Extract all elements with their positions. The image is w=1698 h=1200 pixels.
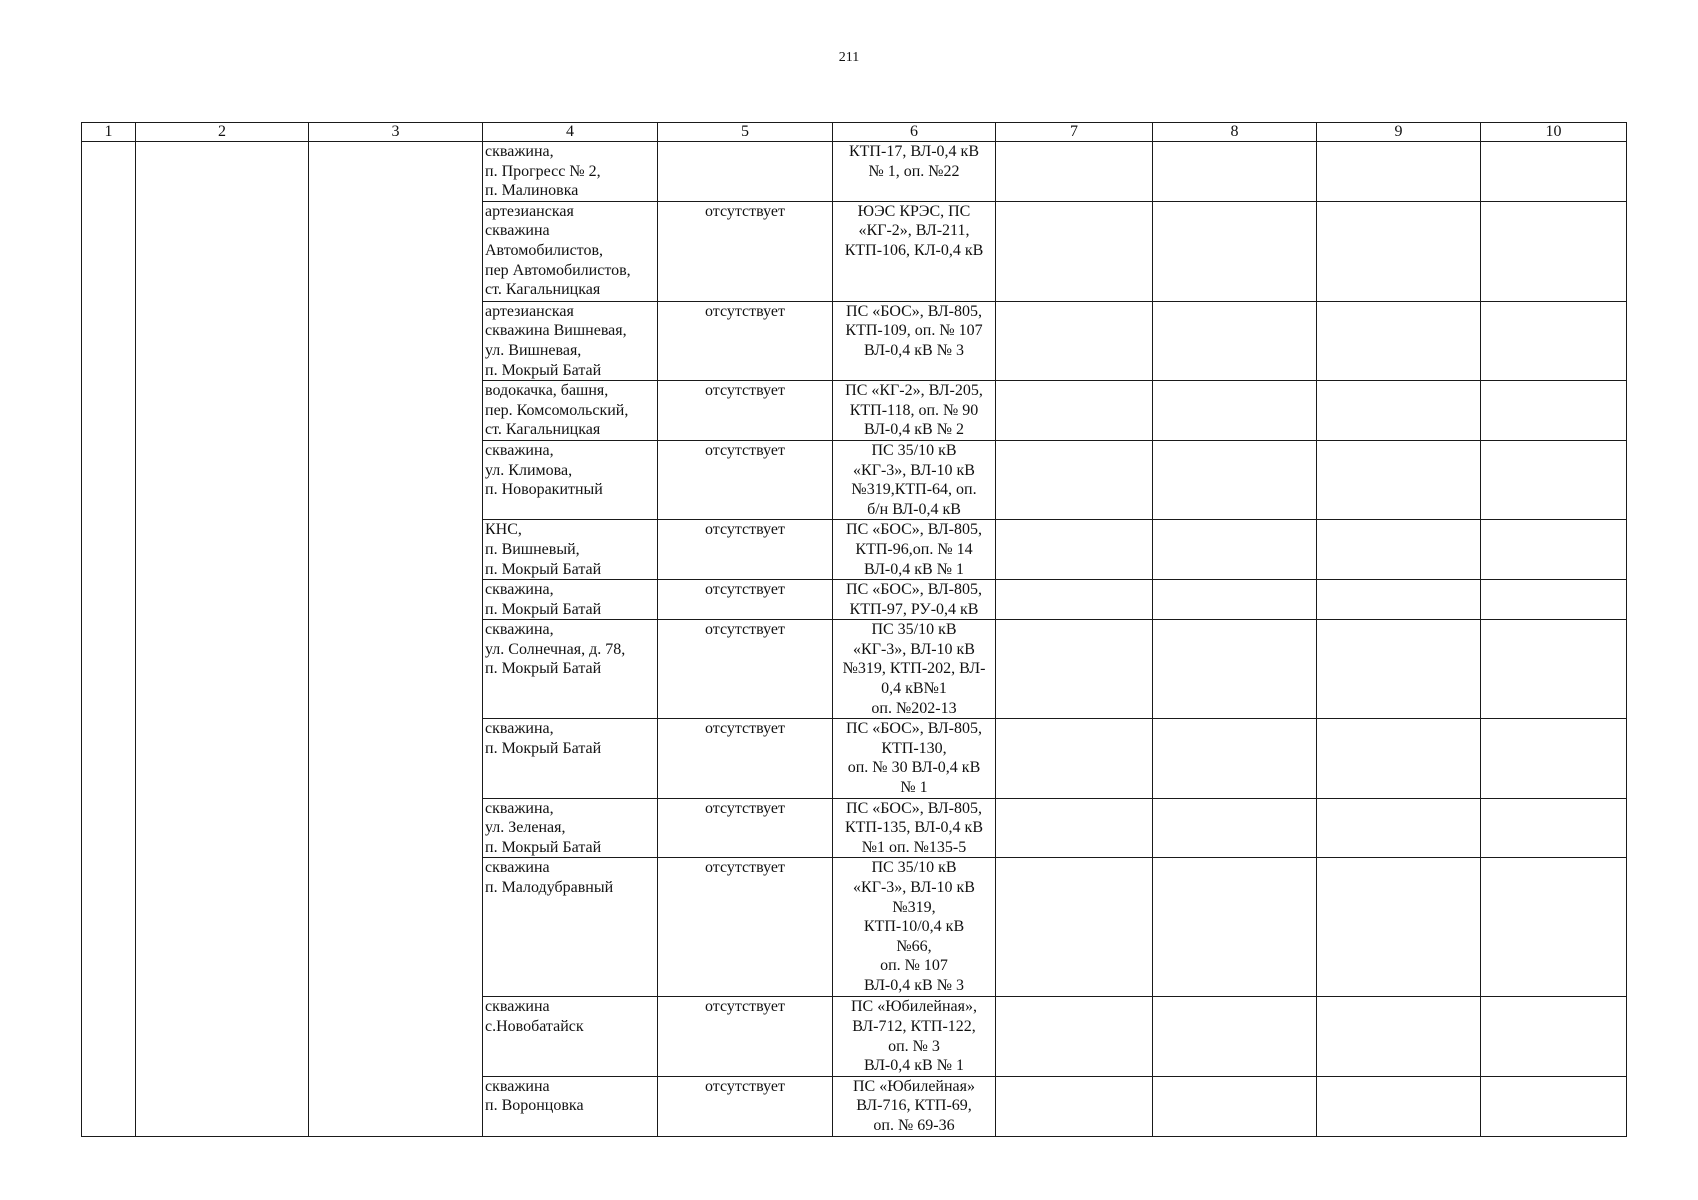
status-cell: отсутствует: [658, 201, 833, 301]
data-table: [81, 122, 1627, 1137]
column-header: 6: [833, 123, 996, 142]
col-7-cell: [996, 1076, 1153, 1136]
col-10-cell: [1481, 1076, 1627, 1136]
col-9-cell: [1317, 580, 1481, 620]
col-10-cell: [1481, 580, 1627, 620]
object-cell: артезианская скважина Автомобилистов, пер Автомобилистов, ст. Кагальницкая: [483, 201, 658, 301]
column-header: 1: [82, 123, 136, 142]
column-header: 5: [658, 123, 833, 142]
object-cell: скважина, ул. Солнечная, д. 78, п. Мокрый Батай: [483, 620, 658, 719]
column-header: 4: [483, 123, 658, 142]
column-header: 8: [1153, 123, 1317, 142]
col-10-cell: [1481, 440, 1627, 519]
col-7-cell: [996, 620, 1153, 719]
col-8-cell: [1153, 381, 1317, 441]
power-source-cell: ПС 35/10 кВ «КГ-3», ВЛ-10 кВ №319, КТП-202, ВЛ- 0,4 кВ№1 оп. №202-13: [833, 620, 996, 719]
col-7-cell: [996, 440, 1153, 519]
power-source-cell: ПС «БОС», ВЛ-805, КТП-109, оп. № 107 ВЛ-0,4 кВ № 3: [833, 301, 996, 380]
col-10-cell: [1481, 520, 1627, 580]
power-source-cell: ПС «Юбилейная» ВЛ-716, КТП-69, оп. № 69-36: [833, 1076, 996, 1136]
col-7-cell: [996, 301, 1153, 380]
power-source-cell: ПС «КГ-2», ВЛ-205, КТП-118, оп. № 90 ВЛ-0,4 кВ № 2: [833, 381, 996, 441]
col-8-cell: [1153, 142, 1317, 202]
power-source-cell: ПС 35/10 кВ «КГ-3», ВЛ-10 кВ №319, КТП-10/0,4 кВ №66, оп. № 107 ВЛ-0,4 кВ № 3: [833, 858, 996, 997]
col-8-cell: [1153, 1076, 1317, 1136]
col-8-cell: [1153, 620, 1317, 719]
col-9-cell: [1317, 440, 1481, 519]
col-10-cell: [1481, 858, 1627, 997]
col-7-cell: [996, 858, 1153, 997]
col-9-cell: [1317, 858, 1481, 997]
status-cell: отсутствует: [658, 440, 833, 519]
col-10-cell: [1481, 620, 1627, 719]
col-9-cell: [1317, 997, 1481, 1076]
status-cell: отсутствует: [658, 1076, 833, 1136]
power-source-cell: ПС «БОС», ВЛ-805, КТП-96,оп. № 14 ВЛ-0,4 кВ № 1: [833, 520, 996, 580]
col-10-cell: [1481, 142, 1627, 202]
page-number: 211: [838, 50, 860, 65]
object-cell: артезианская скважина Вишневая, ул. Вишневая, п. Мокрый Батай: [483, 301, 658, 380]
power-source-cell: ПС «БОС», ВЛ-805, КТП-97, РУ-0,4 кВ: [833, 580, 996, 620]
col-8-cell: [1153, 301, 1317, 380]
col-8-cell: [1153, 520, 1317, 580]
column-header: 2: [136, 123, 309, 142]
object-cell: скважина с.Новобатайск: [483, 997, 658, 1076]
col-9-cell: [1317, 201, 1481, 301]
status-cell: отсутствует: [658, 580, 833, 620]
table-row: [82, 142, 1627, 202]
power-source-cell: КТП-17, ВЛ-0,4 кВ № 1, оп. №22: [833, 142, 996, 202]
col-7-cell: [996, 580, 1153, 620]
col-7-cell: [996, 798, 1153, 858]
col-8-cell: [1153, 201, 1317, 301]
status-cell: [658, 142, 833, 202]
col-3-cell: [309, 142, 483, 1137]
col-1-cell: [82, 142, 136, 1137]
col-8-cell: [1153, 440, 1317, 519]
col-10-cell: [1481, 201, 1627, 301]
status-cell: отсутствует: [658, 620, 833, 719]
col-2-cell: [136, 142, 309, 1137]
column-header: 10: [1481, 123, 1627, 142]
col-7-cell: [996, 201, 1153, 301]
col-9-cell: [1317, 798, 1481, 858]
col-8-cell: [1153, 580, 1317, 620]
col-10-cell: [1481, 798, 1627, 858]
col-10-cell: [1481, 301, 1627, 380]
col-8-cell: [1153, 997, 1317, 1076]
col-8-cell: [1153, 719, 1317, 798]
status-cell: отсутствует: [658, 381, 833, 441]
col-9-cell: [1317, 1076, 1481, 1136]
col-8-cell: [1153, 858, 1317, 997]
status-cell: отсутствует: [658, 798, 833, 858]
col-10-cell: [1481, 381, 1627, 441]
object-cell: скважина п. Воронцовка: [483, 1076, 658, 1136]
col-9-cell: [1317, 381, 1481, 441]
object-cell: скважина, ул. Зеленая, п. Мокрый Батай: [483, 798, 658, 858]
object-cell: скважина, п. Мокрый Батай: [483, 719, 658, 798]
column-header: 9: [1317, 123, 1481, 142]
power-source-cell: ПС «БОС», ВЛ-805, КТП-135, ВЛ-0,4 кВ №1 оп. №135-5: [833, 798, 996, 858]
power-source-cell: ПС «Юбилейная», ВЛ-712, КТП-122, оп. № 3 ВЛ-0,4 кВ № 1: [833, 997, 996, 1076]
object-cell: скважина п. Малодубравный: [483, 858, 658, 997]
object-cell: скважина, п. Мокрый Батай: [483, 580, 658, 620]
object-cell: скважина, п. Прогресс № 2, п. Малиновка: [483, 142, 658, 202]
col-9-cell: [1317, 301, 1481, 380]
col-7-cell: [996, 381, 1153, 441]
col-7-cell: [996, 520, 1153, 580]
power-source-cell: ПС «БОС», ВЛ-805, КТП-130, оп. № 30 ВЛ-0,4 кВ № 1: [833, 719, 996, 798]
col-9-cell: [1317, 719, 1481, 798]
header-row: [82, 123, 1627, 142]
col-7-cell: [996, 719, 1153, 798]
column-header: 7: [996, 123, 1153, 142]
power-source-cell: ПС 35/10 кВ «КГ-3», ВЛ-10 кВ №319,КТП-64, оп. б/н ВЛ-0,4 кВ: [833, 440, 996, 519]
col-9-cell: [1317, 520, 1481, 580]
col-9-cell: [1317, 142, 1481, 202]
col-10-cell: [1481, 719, 1627, 798]
col-7-cell: [996, 142, 1153, 202]
status-cell: отсутствует: [658, 719, 833, 798]
object-cell: скважина, ул. Климова, п. Новоракитный: [483, 440, 658, 519]
col-9-cell: [1317, 620, 1481, 719]
object-cell: КНС, п. Вишневый, п. Мокрый Батай: [483, 520, 658, 580]
column-header: 3: [309, 123, 483, 142]
col-8-cell: [1153, 798, 1317, 858]
status-cell: отсутствует: [658, 301, 833, 380]
status-cell: отсутствует: [658, 997, 833, 1076]
col-10-cell: [1481, 997, 1627, 1076]
status-cell: отсутствует: [658, 858, 833, 997]
status-cell: отсутствует: [658, 520, 833, 580]
object-cell: водокачка, башня, пер. Комсомольский, ст. Кагальницкая: [483, 381, 658, 441]
col-7-cell: [996, 997, 1153, 1076]
table-body: [82, 142, 1627, 1137]
power-source-cell: ЮЭС КРЭС, ПС «КГ-2», ВЛ-211, КТП-106, КЛ-0,4 кВ: [833, 201, 996, 301]
